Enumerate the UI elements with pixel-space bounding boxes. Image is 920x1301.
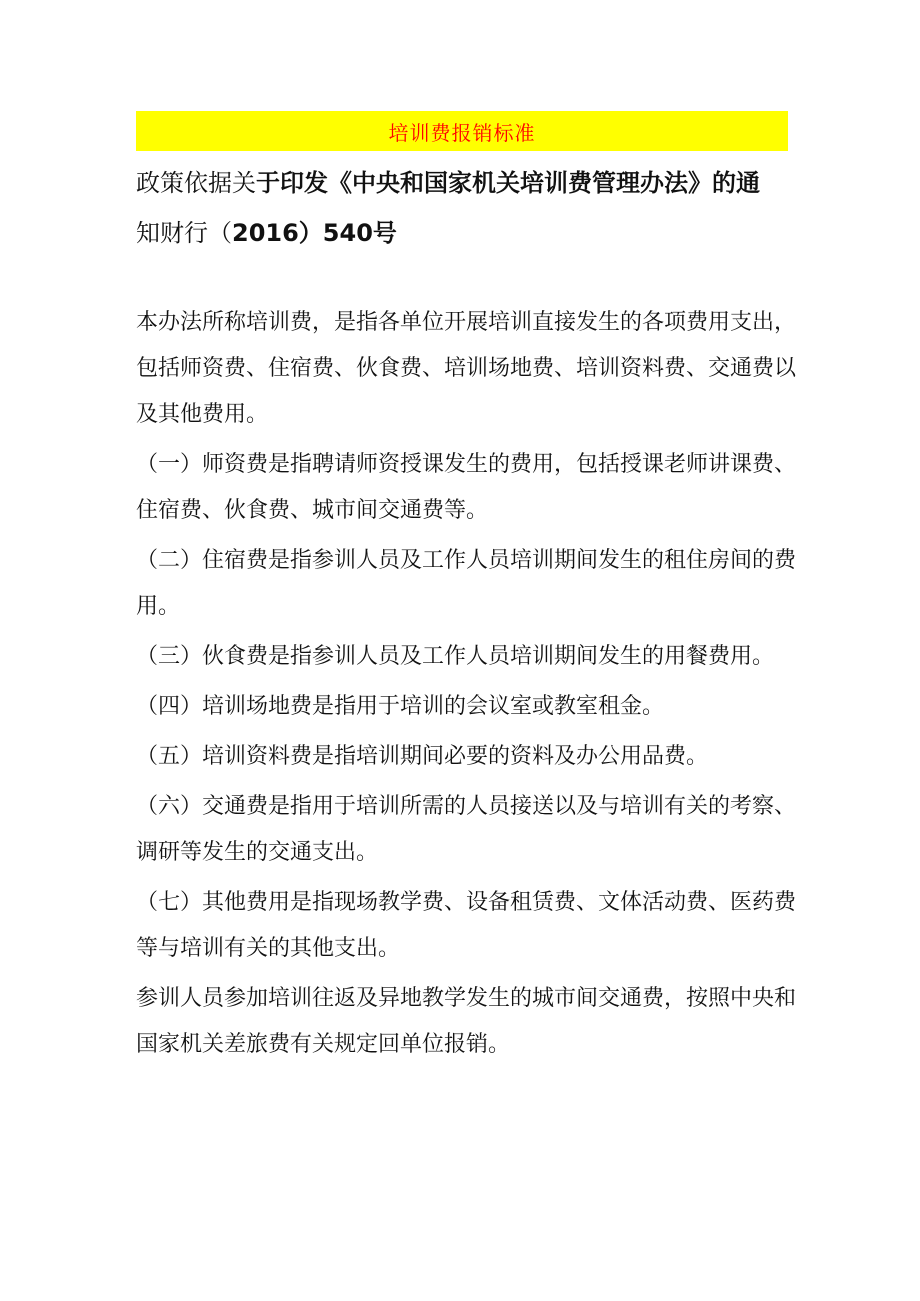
paragraph-intro: 本办法所称培训费，是指各单位开展培训直接发生的各项费用支出，包括师资费、住宿费、伙食费、培训场地费、培训资料费、交通费以及其他费用。 [136,310,797,427]
paragraph-item-6: （六）交通费是指用于培训所需的人员接送以及与培训有关的考察、调研等发生的交通支出。 [136,794,797,865]
paragraph-item-5: （五）培训资料费是指培训期间必要的资料及办公用品费。 [136,744,709,769]
document-body [136,300,806,1072]
policy-basis [136,158,796,258]
paragraph-item-3: （三）伙食费是指参训人员及工作人员培训期间发生的用餐费用。 [136,644,775,669]
paragraph-item-1: （一）师资费是指聘请师资授课发生的费用，包括授课老师讲课费、住宿费、伙食费、城市间交通费等。 [136,452,797,523]
document-title: 培训费报销标准 [136,111,788,151]
policy-title-bold: 于印发《中央和国家机关培训费管理办法》的通 [256,169,760,197]
policy-document-number: 2016）540号 [232,219,397,247]
policy-line2-plain: 知财行（ [136,219,232,247]
policy-prefix: 政策依据关 [136,169,256,197]
paragraph-item-4: （四）培训场地费是指用于培训的会议室或教室租金。 [136,694,665,719]
paragraph-closing: 参训人员参加培训往返及异地教学发生的城市间交通费，按照中央和国家机关差旅费有关规定回单位报销。 [136,986,797,1057]
paragraph-item-2: （二）住宿费是指参训人员及工作人员培训期间发生的租住房间的费用。 [136,548,797,619]
paragraph-item-7: （七）其他费用是指现场教学费、设备租赁费、文体活动费、医药费等与培训有关的其他支出。 [136,890,797,961]
